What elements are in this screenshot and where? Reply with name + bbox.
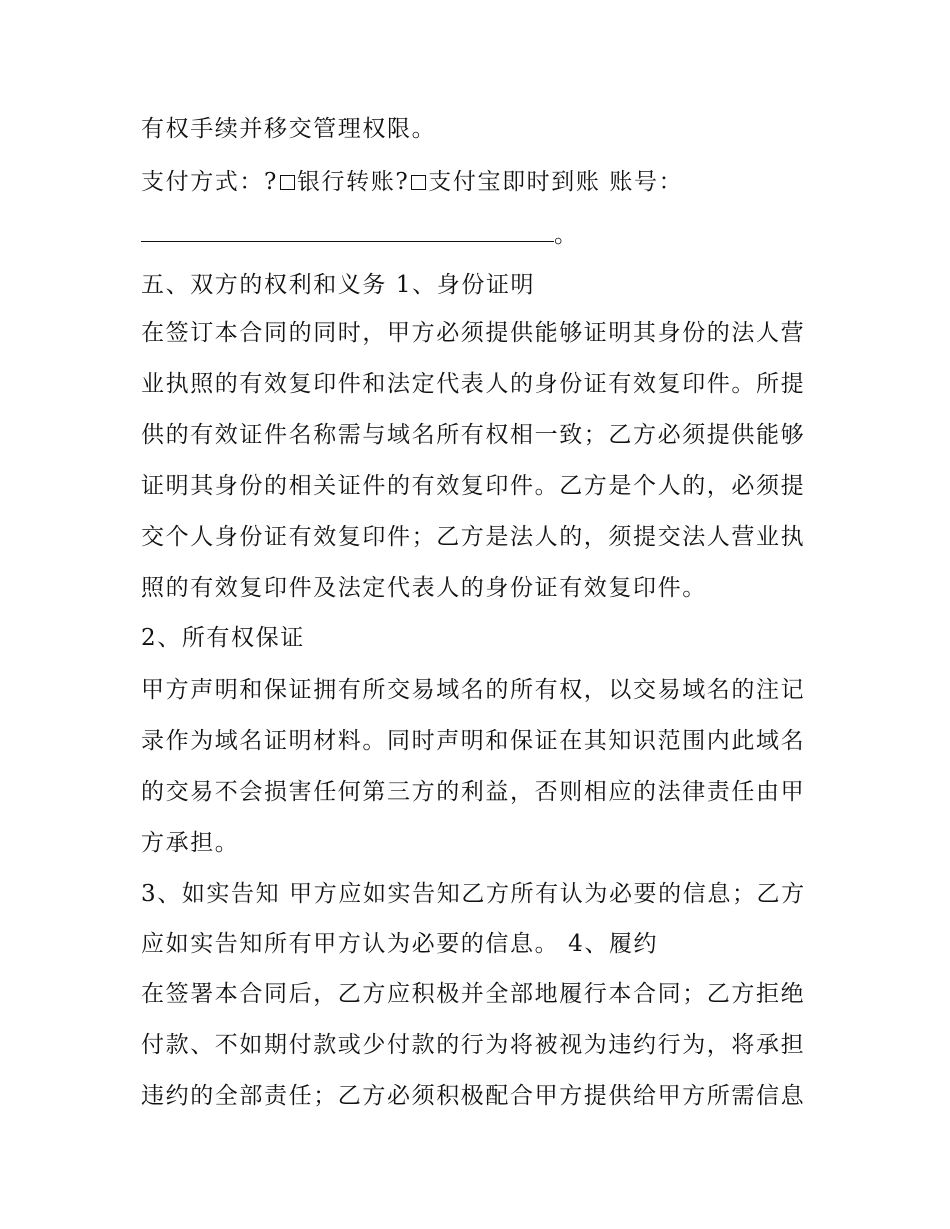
payment-marker: ? xyxy=(264,169,278,195)
paragraph-line: 录作为域名证明材料。同时声明和保证在其知识范围内此域名 xyxy=(141,728,806,754)
paragraph-line: 照的有效复印件及法定代表人的身份证有效复印件。 xyxy=(141,575,707,601)
text-line: 有权手续并移交管理权限。 xyxy=(141,116,437,142)
section-five-heading: 五、双方的权利和义务 1、身份证明 xyxy=(141,272,536,298)
payment-method-line xyxy=(141,167,683,197)
paragraph-line: 甲方声明和保证拥有所交易域名的所有权，以交易域名的注记 xyxy=(141,677,806,703)
paragraph-line: 方承担。 xyxy=(141,830,240,856)
payment-marker: ? xyxy=(395,169,410,195)
bank-transfer-checkbox[interactable] xyxy=(280,175,295,190)
paragraph-line: 违约的全部责任；乙方必须积极配合甲方提供给甲方所需信息 xyxy=(141,1083,806,1109)
bank-transfer-label: 银行转账 xyxy=(296,169,396,195)
account-number-blank[interactable] xyxy=(141,219,554,242)
paragraph-line: 供的有效证件名称需与域名所有权相一致；乙方必须提供能够 xyxy=(141,422,806,448)
paragraph-line: 证明其身份的相关证件的有效复印件。乙方是个人的，必须提 xyxy=(141,473,806,499)
alipay-label: 支付宝即时到账 账号： xyxy=(428,169,684,195)
ownership-guarantee-heading: 2、所有权保证 xyxy=(141,625,305,651)
paragraph-line: 交个人身份证有效复印件；乙方是法人的，须提交法人营业执 xyxy=(141,524,806,550)
paragraph-line: 付款、不如期付款或少付款的行为将被视为违约行为，将承担 xyxy=(141,1032,806,1058)
account-number-line xyxy=(141,219,579,250)
paragraph-line: 在签署本合同后，乙方应积极并全部地履行本合同；乙方拒绝 xyxy=(141,981,806,1007)
alipay-checkbox[interactable] xyxy=(411,175,426,190)
paragraph-line: 在签订本合同的同时，甲方必须提供能够证明其身份的法人营 xyxy=(141,320,806,346)
paragraph-line: 应如实告知所有甲方认为必要的信息。 4、履约 xyxy=(141,931,659,957)
account-end-punct: 。 xyxy=(554,222,579,248)
payment-label: 支付方式： xyxy=(141,169,264,195)
paragraph-line: 业执照的有效复印件和法定代表人的身份证有效复印件。所提 xyxy=(141,371,806,397)
paragraph-line: 的交易不会损害任何第三方的利益，否则相应的法律责任由甲 xyxy=(141,779,806,805)
paragraph-line: 3、如实告知 甲方应如实告知乙方所有认为必要的信息；乙方 xyxy=(141,881,806,907)
